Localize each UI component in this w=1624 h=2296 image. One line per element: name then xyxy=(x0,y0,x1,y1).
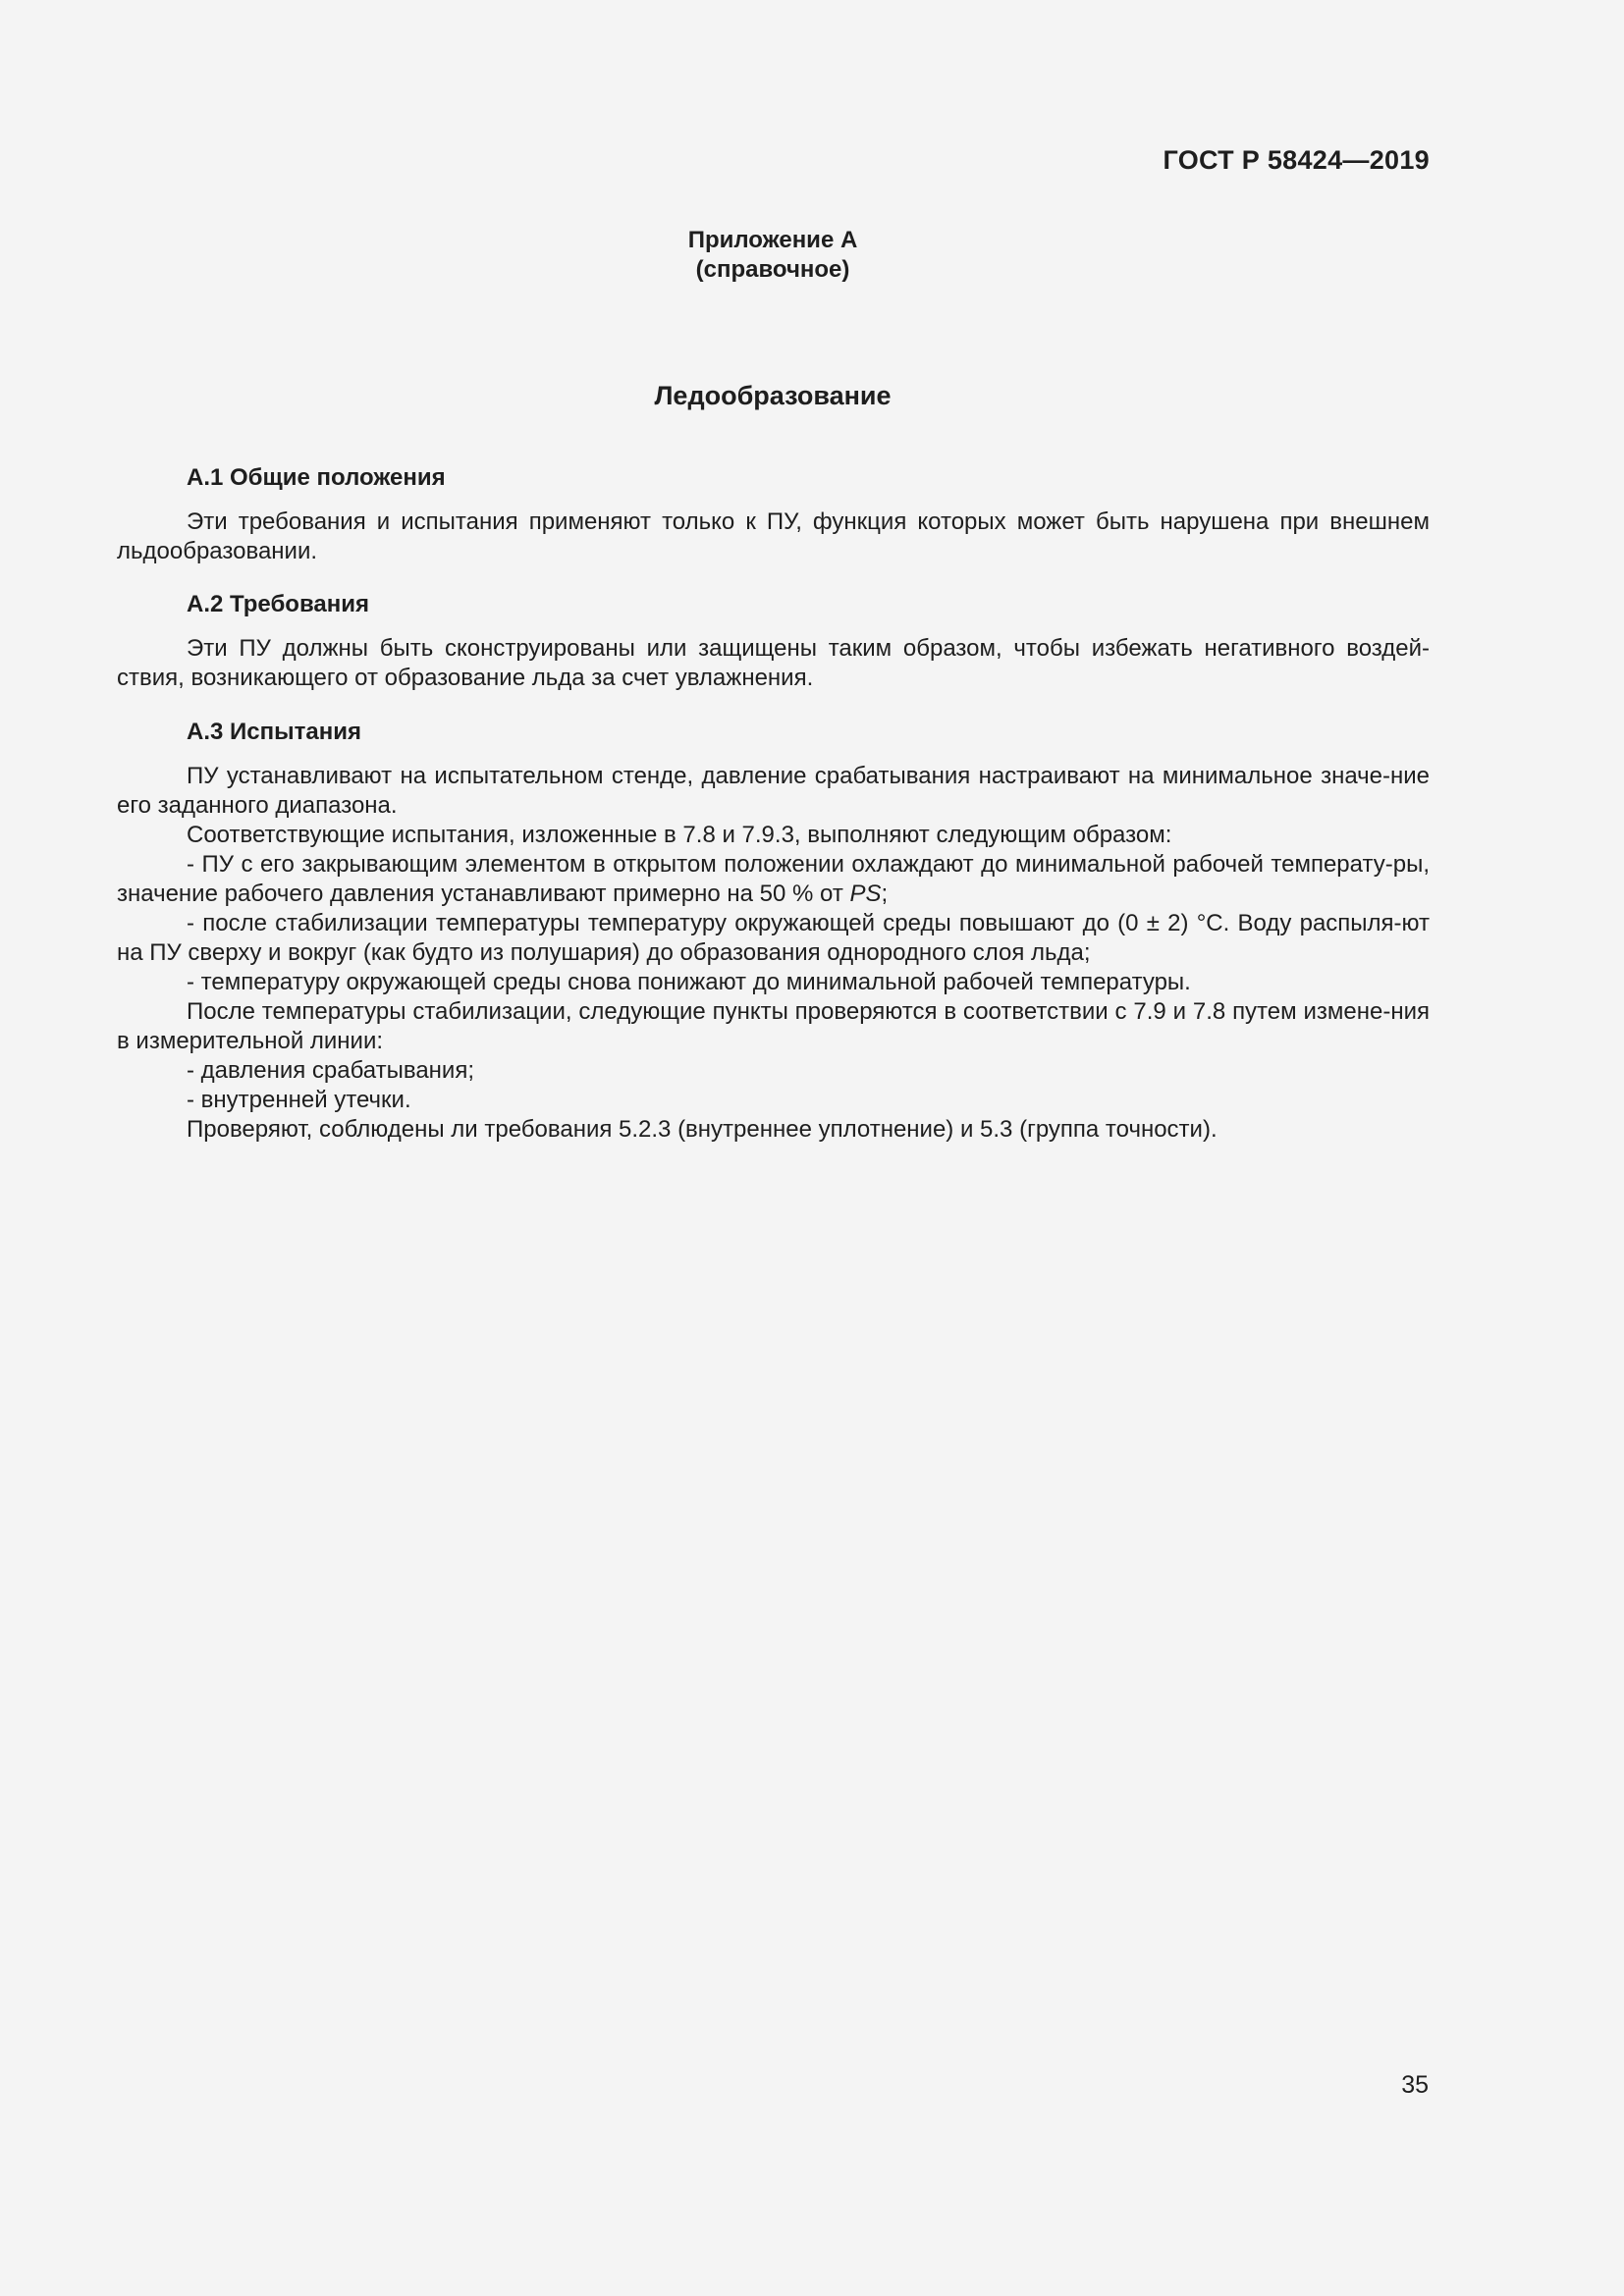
page-number: 35 xyxy=(1401,2071,1429,2099)
list-item: - температуру окружающей среды снова понижают до минимальной рабочей температуры. xyxy=(187,969,1191,995)
section-heading: А.2 Требования xyxy=(187,591,369,617)
annex-kind: (справочное) xyxy=(695,256,850,283)
annex-label: Приложение А xyxy=(687,227,858,253)
list-item: - давления срабатывания; xyxy=(187,1057,474,1084)
section-heading: А.3 Испытания xyxy=(187,719,361,745)
annex-title: Ледообразование xyxy=(654,381,892,410)
ps-symbol: PS xyxy=(849,881,882,907)
document-code: ГОСТ Р 58424—2019 xyxy=(1163,145,1430,175)
paragraph: ПУ устанавливают на испытательном стенде, давление срабатывания настраивают на минимальное значе-ние его заданного диапазона. xyxy=(117,763,1430,819)
list-item xyxy=(117,850,1430,909)
section-a3 xyxy=(117,718,1430,1145)
paragraph: Эти ПУ должны быть сконструированы или защищены таким образом, чтобы избежать негативного воздей-ствия, возникающего от образование льда за счет увлажнения. xyxy=(117,635,1430,691)
annex-heading xyxy=(0,226,1545,285)
section-heading: А.1 Общие положения xyxy=(187,464,446,491)
section-a1 xyxy=(117,463,1430,566)
paragraph: После температуры стабилизации, следующие пункты проверяются в соответствии с 7.9 и 7.8 путем измене-ния в измерительной линии: xyxy=(117,998,1430,1054)
paragraph: Соответствующие испытания, изложенные в 7.8 и 7.9.3, выполняют следующим образом: xyxy=(187,822,1172,848)
paragraph: Эти требования и испытания применяют только к ПУ, функция которых может быть нарушена при внешнем льдообразовании. xyxy=(117,508,1430,564)
list-item: - внутренней утечки. xyxy=(187,1087,411,1113)
paragraph: Проверяют, соблюдены ли требования 5.2.3 (внутреннее уплотнение) и 5.3 (группа точности). xyxy=(187,1116,1218,1143)
section-a2 xyxy=(117,590,1430,693)
list-item-end: ; xyxy=(881,881,889,907)
list-item: - после стабилизации температуры температуру окружающей среды повышают до (0 ± 2) °С. Воду распыля-ют на ПУ сверху и вокруг (как будто из полушария) до образования однородного слоя льда; xyxy=(117,910,1430,966)
list-item-text: - ПУ с его закрывающим элементом в открытом положении охлаждают до минимальной рабочей температу-ры, значение рабочего давления устанавливают примерно на 50 % от xyxy=(117,851,1430,907)
